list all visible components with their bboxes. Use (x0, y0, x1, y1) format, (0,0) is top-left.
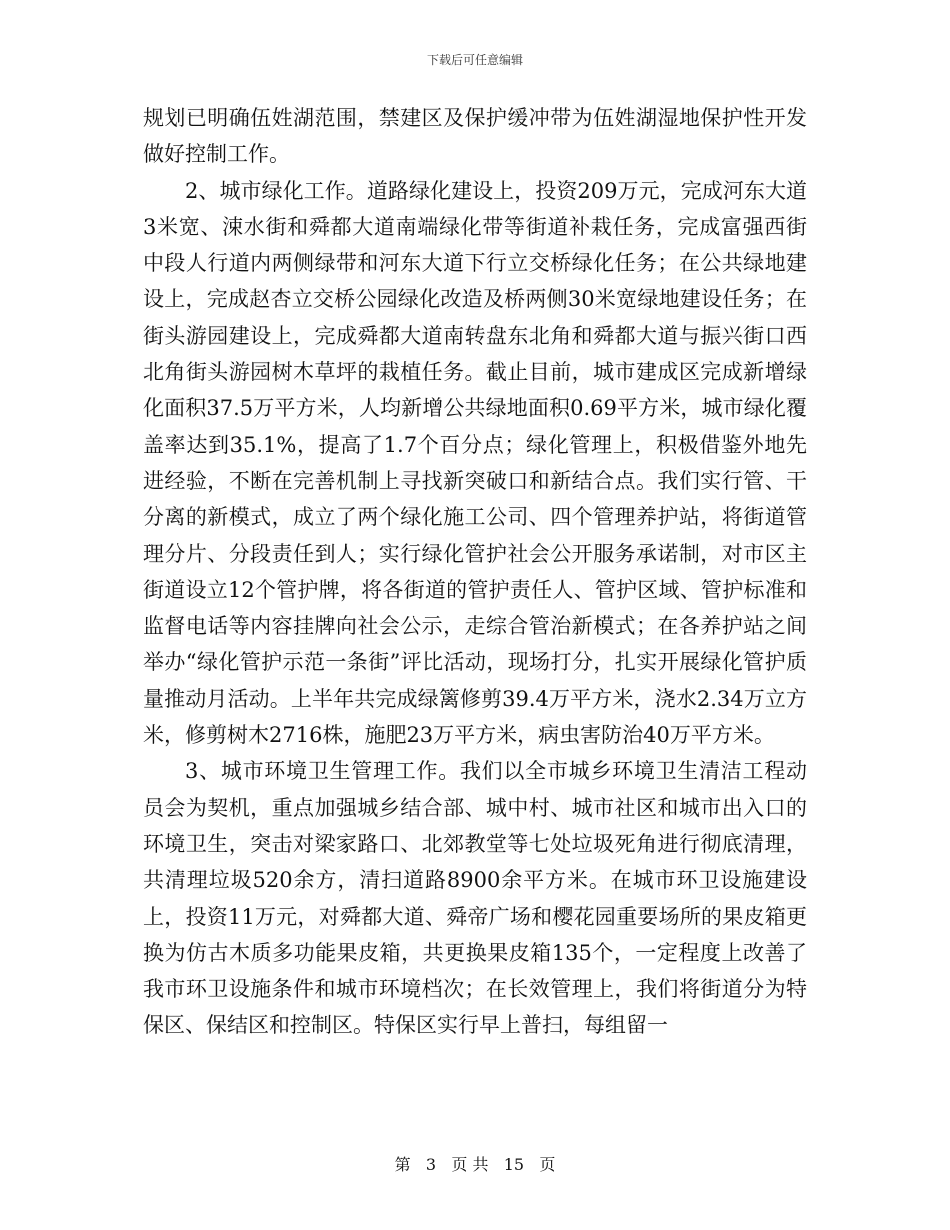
document-body (143, 100, 807, 1044)
page-footer (0, 1154, 950, 1176)
paragraph-sanitation: 3、城市环境卫生管理工作。我们以全市城乡环境卫生清洁工程动员会为契机，重点加强城乡结合部、城中村、城市社区和城市出入口的环境卫生，突击对梁家路口、北郊教堂等七处垃圾死角进行彻底清理，共清理垃圾520余方，清扫道路8900余平方米。在城市环卫设施建设上，投资11万元，对舜都大道、舜帝广场和樱花园重要场所的果皮箱更换为仿古木质多功能果皮箱，共更换果皮箱135个，一定程度上改善了我市环卫设施条件和城市环境档次；在长效管理上，我们将街道分为特保区、保结区和控制区。特保区实行早上普扫，每组留一 (143, 759, 807, 1038)
page-number-current: 3 (425, 1155, 437, 1174)
page-number-total: 15 (503, 1155, 525, 1174)
header-note: 下载后可任意编辑 (426, 53, 523, 67)
page-number-suffix: 页 (539, 1155, 556, 1174)
paragraph-city-greening: 2、城市绿化工作。道路绿化建设上，投资209万元，完成河东大道3米宽、涑水街和舜都大道南端绿化带等街道补栽任务，完成富强西街中段人行道内两侧绿带和河东大道下行立交桥绿化任务；在公共绿地建设上，完成赵杏立交桥公园绿化改造及桥两侧30米宽绿地建设任务；在街头游园建设上，完成舜都大道南转盘东北角和舜都大道与振兴街口西北角街头游园树木草坪的栽植任务。截止目前，城市建成区完成新增绿化面积37.5万平方米，人均新增公共绿地面积0.69平方米，城市绿化覆盖率达到35.1%，提高了1.7个百分点；绿化管理上，积极借鉴外地先进经验，不断在完善机制上寻找新突破口和新结合点。我们实行管、干分离的新模式，成立了两个绿化施工公司、四个管理养护站，将街道管理分片、分段责任到人；实行绿化管护社会公开服务承诺制，对市区主街道设立12个管护牌，将各街道的管护责任人、管护区域、管护标准和监督电话等内容挂牌向社会公示，走综合管治新模式；在各养护站之间举办“绿化管护示范一条街”评比活动，现场打分，扎实开展绿化管护质量推动月活动。上半年共完成绿篱修剪39.4万平方米，浇水2.34万立方米，修剪树木2716株，施肥23万平方米，病虫害防治40万平方米。 (143, 178, 807, 748)
page-number-prefix: 第 (394, 1155, 411, 1174)
paragraph-continuation: 规划已明确伍姓湖范围，禁建区及保护缓冲带为伍姓湖湿地保护性开发做好控制工作。 (143, 106, 807, 167)
page-number-middle: 页 共 (451, 1155, 489, 1174)
page-header (0, 52, 950, 68)
